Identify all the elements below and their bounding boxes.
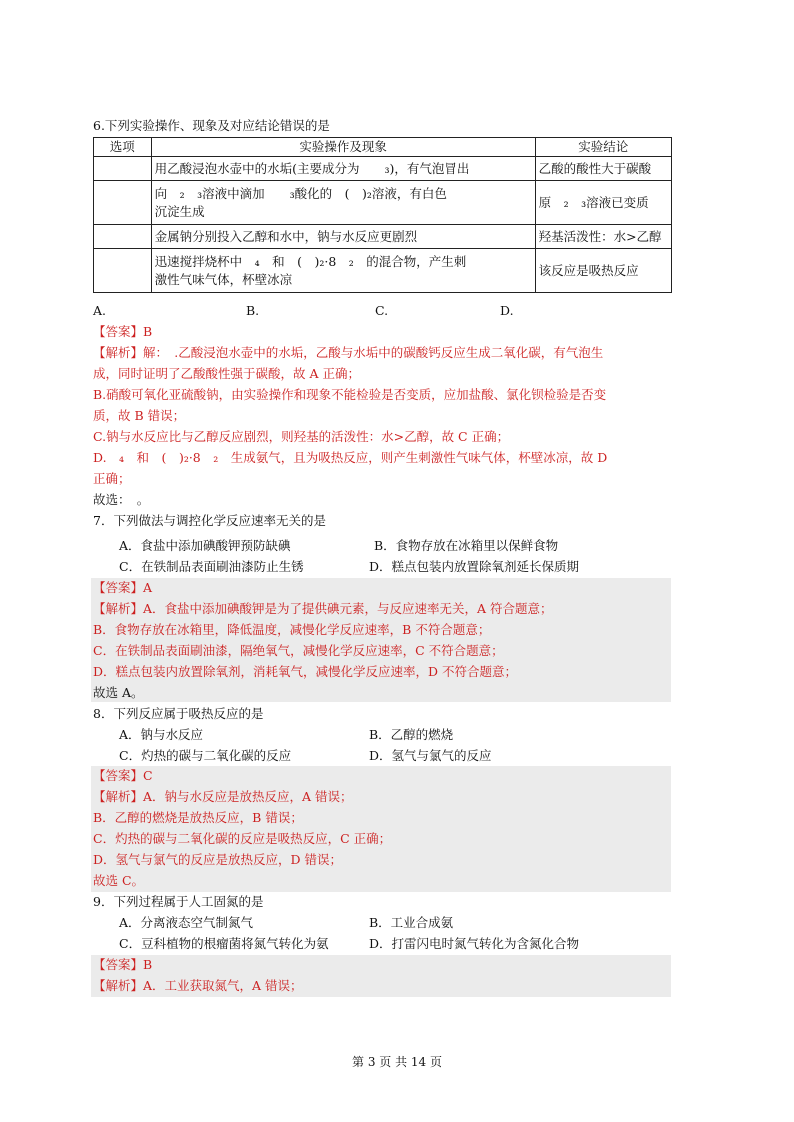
operation-line: 激性气味气体，杯壁冰凉 xyxy=(154,271,293,287)
table-row xyxy=(94,225,672,249)
q7-answer: 【答案】A xyxy=(93,580,153,595)
row-option-cell xyxy=(94,181,152,225)
q6-analysis-line: 质，故 B 错误； xyxy=(93,408,186,423)
operation-line: 向 ₂ ₃溶液中滴加 ₃酸化的 ( )₂溶液，有白色 xyxy=(154,185,447,201)
header-operation: 实验操作及现象 xyxy=(151,138,535,157)
q8-analysis-line: B．乙醇的燃烧是放热反应，B 错误； xyxy=(93,810,303,825)
operation-line: 迅速搅拌烧杯中 ₄ 和 ( )₂·8 ₂ 的混合物，产生刺 xyxy=(154,253,467,269)
q9-option-d: D．打雷闪电时氮气转化为含氮化合物 xyxy=(369,936,580,951)
q8-answer-box xyxy=(91,766,671,892)
q6-answer: 【答案】B xyxy=(93,324,153,339)
q7-analysis-line: 【解析】A．食盐中添加碘酸钾是为了提供碘元素，与反应速率无关，A 符合题意； xyxy=(93,601,553,616)
q6-analysis-line: D. ₄ 和 ( )₂·8 ₂ 生成氨气，且为吸热反应，则产生刺激性气味气体，杯壁冰凉，故 D xyxy=(93,450,608,465)
operation-line: 金属钠分别投入乙醇和水中，钠与水反应更剧烈 xyxy=(154,228,418,244)
q6-analysis-line: 【解析】解： .乙酸浸泡水壶中的水垢，乙酸与水垢中的碳酸钙反应生成二氧化碳，有气泡生 xyxy=(93,345,604,360)
header-option: 选项 xyxy=(94,138,152,157)
operation-line: 用乙酸浸泡水壶中的水垢(主要成分为 ₃)，有气泡冒出 xyxy=(154,160,470,176)
q7-answer-box xyxy=(91,578,671,702)
row-option-cell xyxy=(94,249,152,293)
q7-conclusion: 故选 A。 xyxy=(93,685,144,700)
q6-analysis-line: 正确； xyxy=(93,471,131,486)
q6-option-b: B. xyxy=(246,303,260,318)
q7-analysis-line: B．食物存放在冰箱里，降低温度，减慢化学反应速率，B 不符合题意； xyxy=(93,622,491,637)
q8-option-c: C．灼热的碳与二氧化碳的反应 xyxy=(119,748,292,763)
q6-option-c: C. xyxy=(375,303,389,318)
q9-option-b: B．工业合成氨 xyxy=(369,915,454,930)
q8-option-a: A．钠与水反应 xyxy=(119,727,204,742)
q7-stem: 7．下列做法与调控化学反应速率无关的是 xyxy=(93,513,326,528)
q9-option-c: C．豆科植物的根瘤菌将氮气转化为氨 xyxy=(119,936,329,951)
row-operation-cell xyxy=(151,181,535,225)
q8-stem: 8．下列反应属于吸热反应的是 xyxy=(93,706,264,721)
q9-option-a: A．分离液态空气制氮气 xyxy=(119,915,254,930)
row-operation-cell xyxy=(151,157,535,181)
q6-option-d: D. xyxy=(500,303,514,318)
row-operation-cell xyxy=(151,249,535,293)
q8-option-d: D．氢气与氯气的反应 xyxy=(369,748,492,763)
q7-option-a: A．食盐中添加碘酸钾预防缺碘 xyxy=(119,538,291,553)
q7-option-d: D．糕点包装内放置除氧剂延长保质期 xyxy=(369,559,580,574)
q6-analysis-line: C.钠与水反应比与乙醇反应剧烈，则羟基的活泼性：水>乙醇，故 C 正确； xyxy=(93,429,510,444)
q8-conclusion: 故选 C。 xyxy=(93,873,145,888)
row-option-cell xyxy=(94,225,152,249)
row-conclusion-cell: 羟基活泼性：水>乙醇 xyxy=(535,225,671,249)
q6-option-a: A. xyxy=(93,303,107,318)
q6-analysis-line: 成，同时证明了乙酸酸性强于碳酸，故 A 正确； xyxy=(93,366,360,381)
operation-line: 沉淀生成 xyxy=(154,203,205,219)
q8-answer: 【答案】C xyxy=(93,768,153,783)
q8-analysis-line: C．灼热的碳与二氧化碳的反应是吸热反应，C 正确； xyxy=(93,831,392,846)
q9-analysis-line: 【解析】A．工业获取氮气，A 错误； xyxy=(93,978,303,993)
row-conclusion-cell: 乙酸的酸性大于碳酸 xyxy=(535,157,671,181)
q8-option-b: B．乙醇的燃烧 xyxy=(369,727,454,742)
q8-analysis-line: 【解析】A．钠与水反应是放热反应，A 错误； xyxy=(93,789,353,804)
q7-analysis-line: D．糕点包装内放置除氧剂，消耗氧气，减慢化学反应速率，D 不符合题意； xyxy=(93,664,518,679)
table-row xyxy=(94,181,672,225)
q6-conclusion: 故选： 。 xyxy=(93,492,150,507)
q7-option-c: C．在铁制品表面刷油漆防止生锈 xyxy=(119,559,304,574)
page-footer: 第 3 页 共 14 页 xyxy=(352,1055,442,1069)
row-option-cell xyxy=(94,157,152,181)
row-operation-cell xyxy=(151,225,535,249)
row-conclusion-cell: 该反应是吸热反应 xyxy=(535,249,671,293)
q7-option-b: B．食物存放在冰箱里以保鲜食物 xyxy=(374,538,559,553)
table-header-row xyxy=(94,138,672,157)
q6-analysis-line: B.硝酸可氧化亚硫酸钠，由实验操作和现象不能检验是否变质，应加盐酸、氯化钡检验是否变 xyxy=(93,387,607,402)
q6-stem: 6.下列实验操作、现象及对应结论错误的是 xyxy=(93,118,330,133)
table-row xyxy=(94,157,672,181)
q8-analysis-line: D．氢气与氯气的反应是放热反应，D 错误； xyxy=(93,852,343,867)
q9-answer: 【答案】B xyxy=(93,957,153,972)
table-row xyxy=(94,249,672,293)
experiment-table xyxy=(93,137,672,293)
header-conclusion: 实验结论 xyxy=(535,138,671,157)
q9-stem: 9．下列过程属于人工固氮的是 xyxy=(93,894,264,909)
q7-analysis-line: C．在铁制品表面刷油漆，隔绝氧气，减慢化学反应速率，C 不符合题意； xyxy=(93,643,504,658)
row-conclusion-cell: 原 ₂ ₃溶液已变质 xyxy=(535,181,671,225)
